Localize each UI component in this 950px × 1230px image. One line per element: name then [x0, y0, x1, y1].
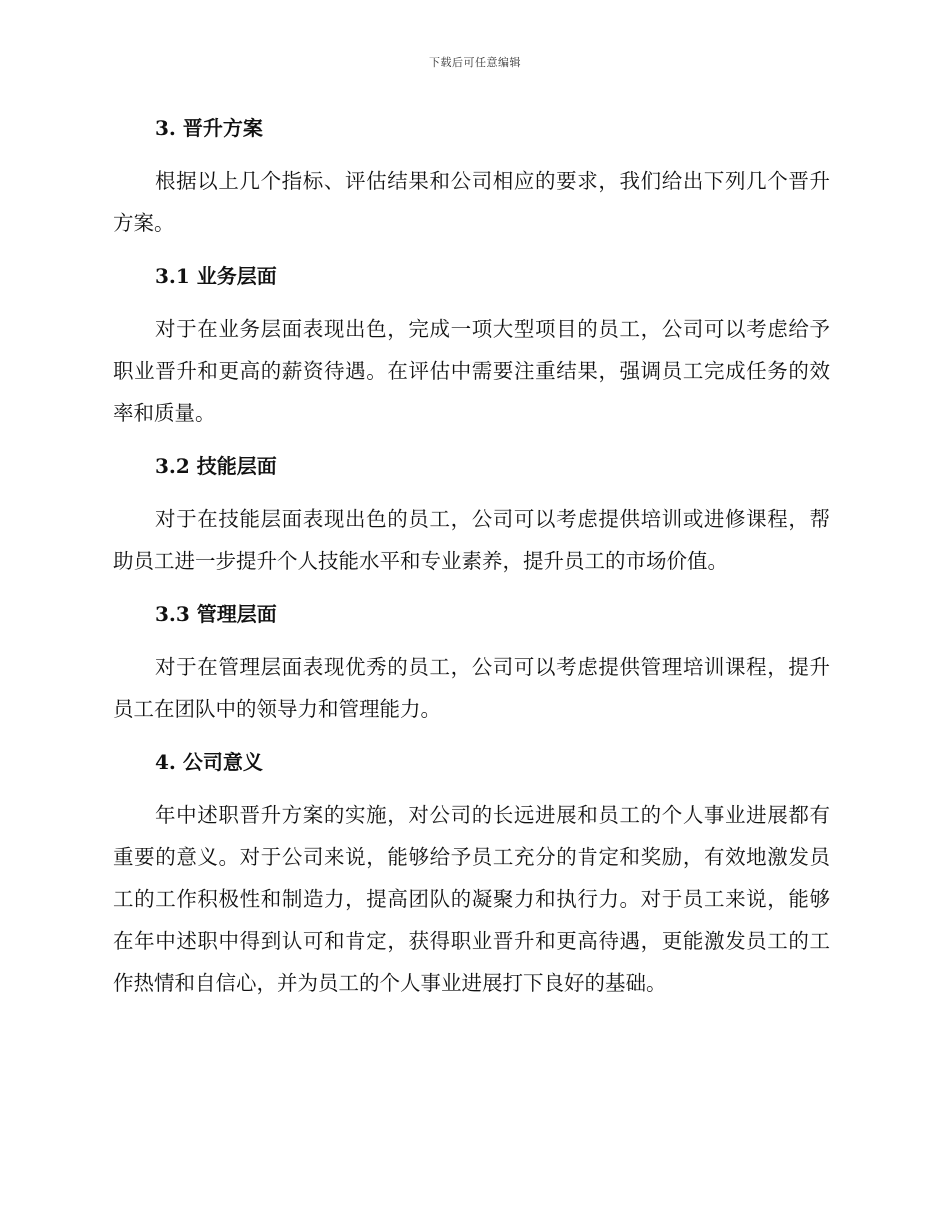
header-note: 下载后可任意编辑: [429, 56, 521, 69]
section-paragraph-3: 根据以上几个指标、评估结果和公司相应的要求，我们给出下列几个晋升方案。: [113, 169, 830, 235]
section-heading-3-1: 3.1 业务层面: [155, 264, 277, 288]
section-heading-4: 4. 公司意义: [155, 750, 263, 774]
section-paragraph-3-2: 对于在技能层面表现出色的员工，公司可以考虑提供培训或进修课程，帮助员工进一步提升个人技能水平和专业素养，提升员工的市场价值。: [113, 507, 830, 573]
section-paragraph-4: 年中述职晋升方案的实施，对公司的长远进展和员工的个人事业进展都有重要的意义。对于公司来说，能够给予员工充分的肯定和奖励，有效地激发员工的工作积极性和制造力，提高团队的凝聚力和执行力。对于员工来说，能够在年中述职中得到认可和肯定，获得职业晋升和更高待遇，更能激发员工的工作热情和自信心，并为员工的个人事业进展打下良好的基础。: [113, 803, 830, 995]
section-heading-3: 3. 晋升方案: [155, 116, 263, 140]
section-paragraph-3-3: 对于在管理层面表现优秀的员工，公司可以考虑提供管理培训课程，提升员工在团队中的领导力和管理能力。: [113, 655, 830, 721]
section-heading-3-2: 3.2 技能层面: [155, 454, 277, 478]
document-body: [113, 108, 830, 1004]
section-heading-3-3: 3.3 管理层面: [155, 602, 277, 626]
section-paragraph-3-1: 对于在业务层面表现出色，完成一项大型项目的员工，公司可以考虑给予职业晋升和更高的薪资待遇。在评估中需要注重结果，强调员工完成任务的效率和质量。: [113, 317, 830, 425]
